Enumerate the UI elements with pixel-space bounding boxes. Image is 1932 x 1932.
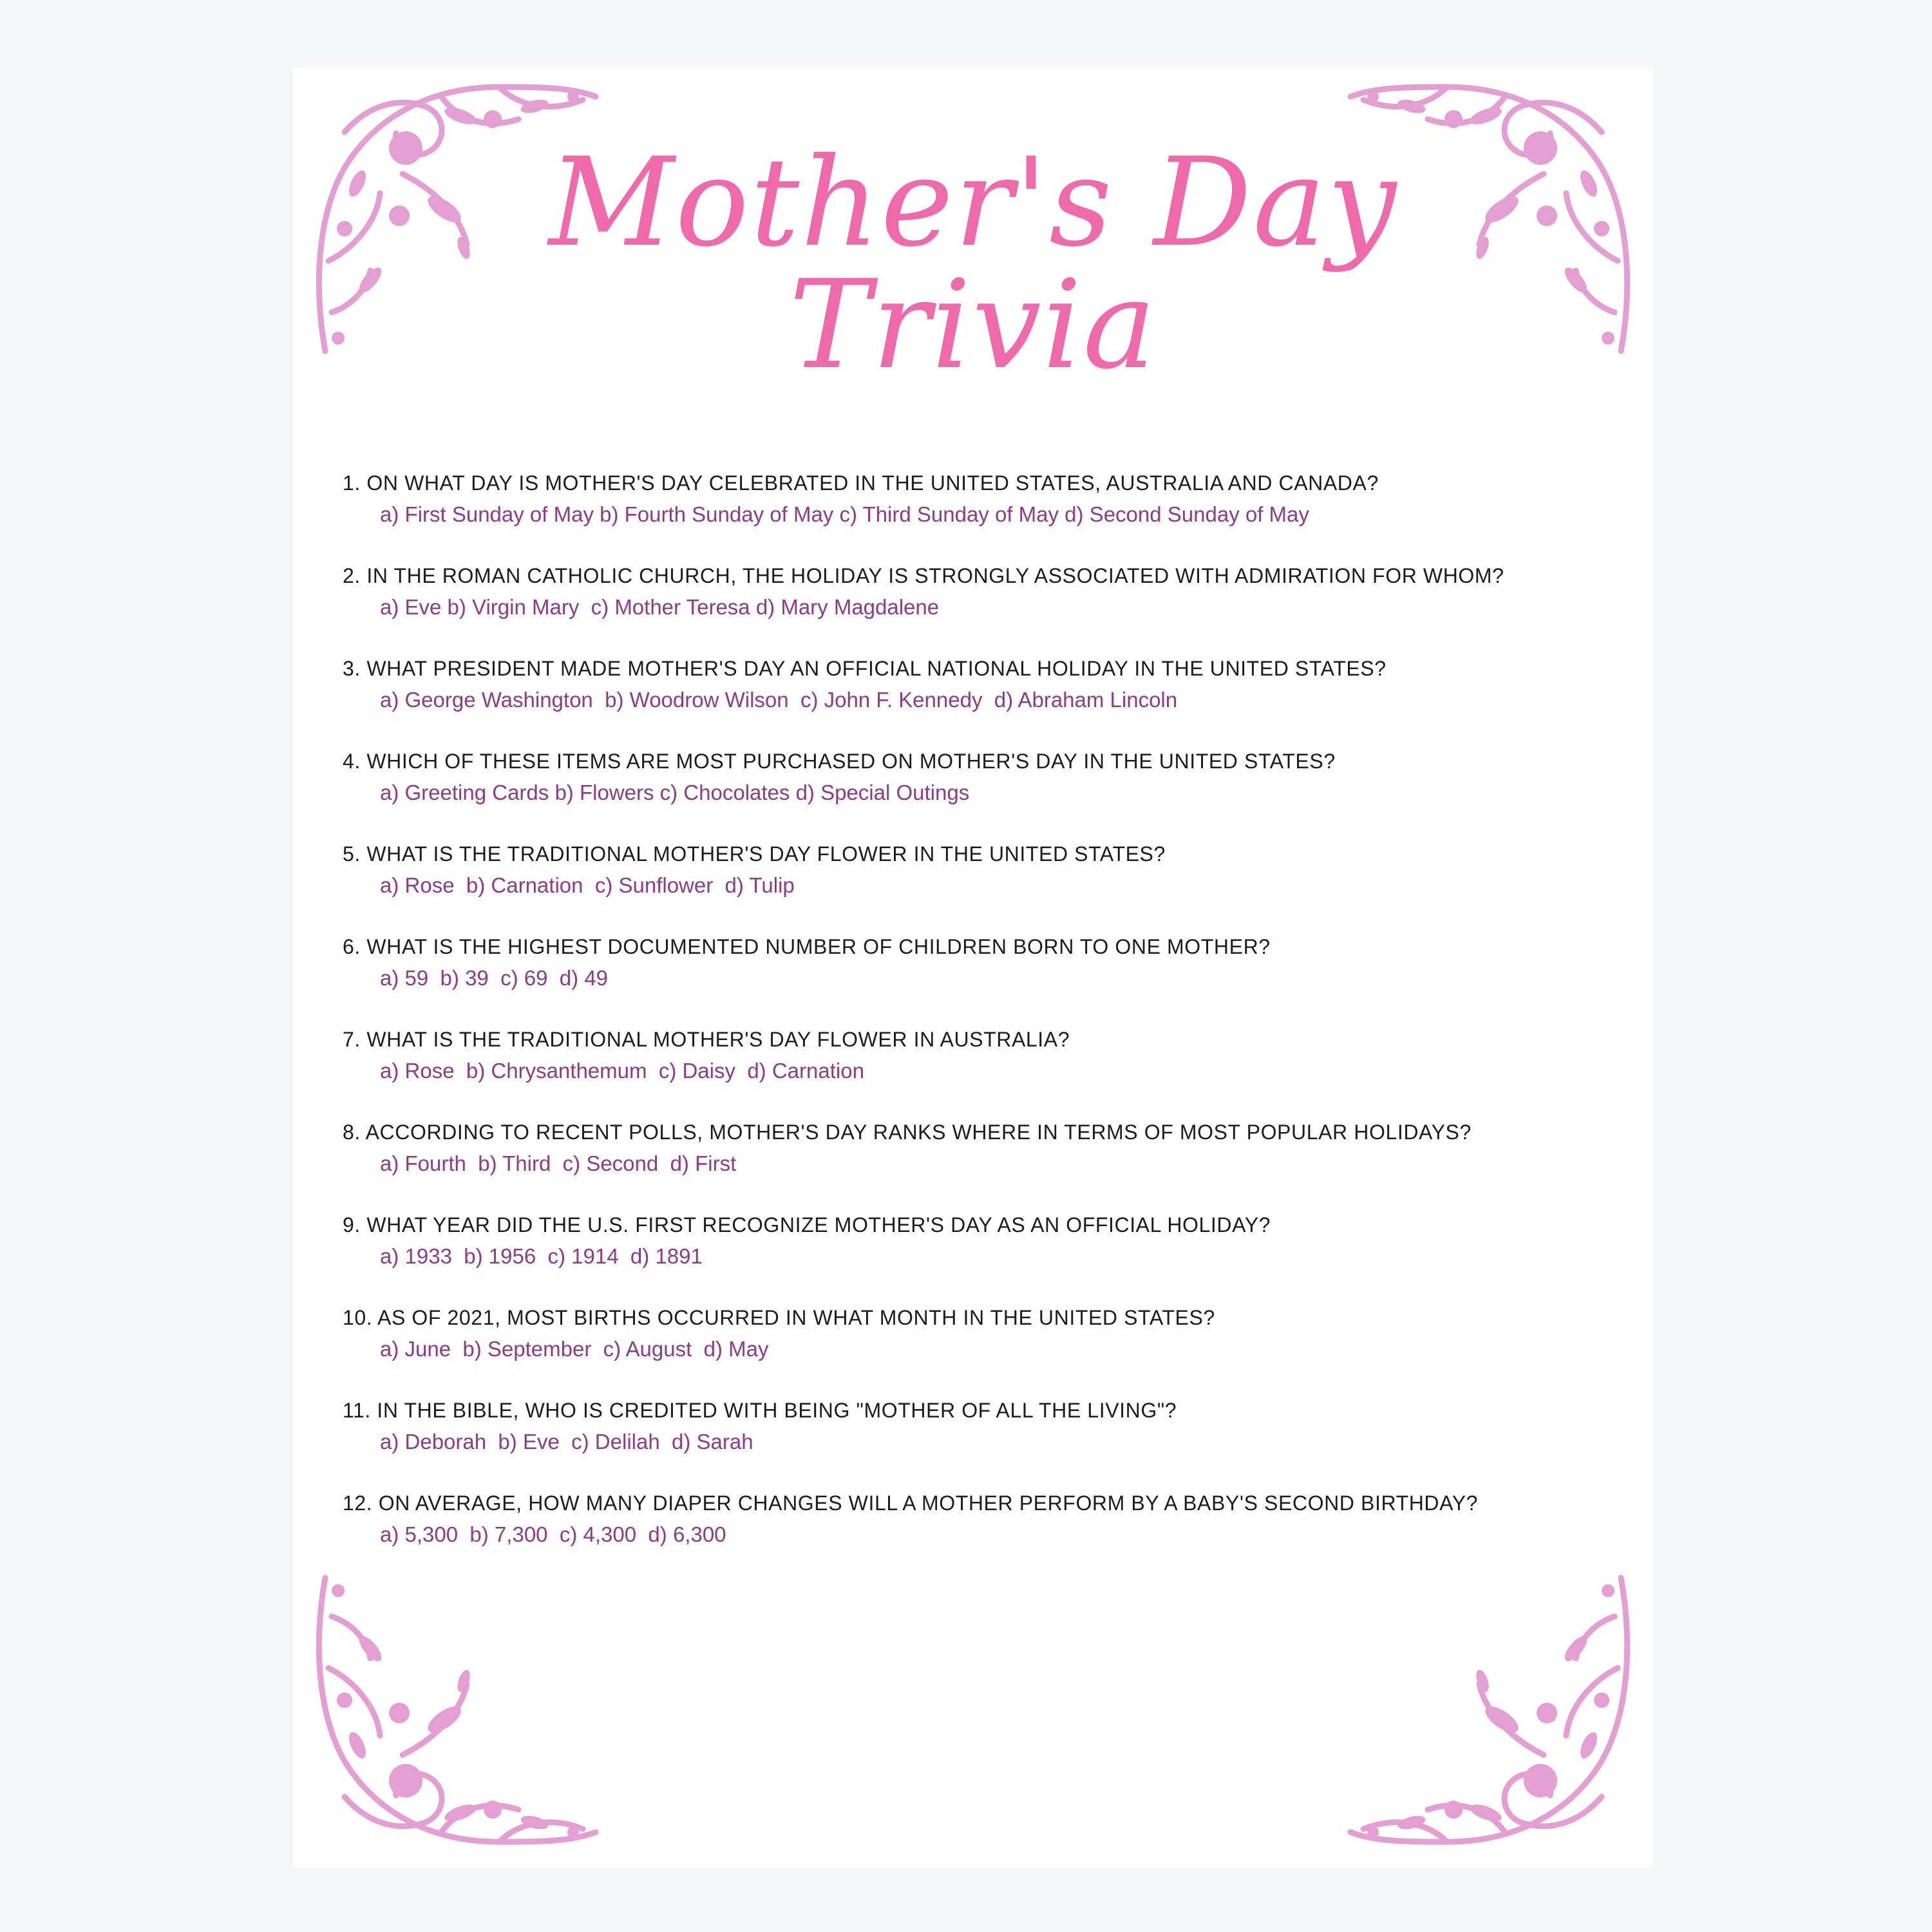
- answer-options: a) Eve b) Virgin Mary c) Mother Teresa d) Mary Magdalene: [380, 595, 940, 619]
- answer-options: a) Greeting Cards b) Flowers c) Chocolates d) Special Outings: [380, 781, 970, 804]
- question-text: 12. ON AVERAGE, HOW MANY DIAPER CHANGES WILL A MOTHER PERFORM BY A BABY'S SECOND BIRTHDAY?: [343, 1492, 1479, 1515]
- answer-options: a) 1933 b) 1956 c) 1914 d) 1891: [380, 1244, 703, 1268]
- question-item: [343, 652, 1637, 745]
- question-item: [343, 1302, 1637, 1394]
- question-text: 8. ACCORDING TO RECENT POLLS, MOTHER'S DAY RANKS WHERE IN TERMS OF MOST POPULAR HOLIDAYS?: [343, 1121, 1472, 1144]
- page-title: Mother's Day: [548, 131, 1397, 274]
- floral-corner-ornament-icon: [306, 1558, 609, 1861]
- question-item: [343, 1209, 1637, 1302]
- question-text: 10. AS OF 2021, MOST BIRTHS OCCURRED IN WHAT MONTH IN THE UNITED STATES?: [343, 1306, 1215, 1329]
- question-text: 2. IN THE ROMAN CATHOLIC CHURCH, THE HOLIDAY IS STRONGLY ASSOCIATED WITH ADMIRATION FOR WHOM?: [343, 564, 1504, 587]
- question-item: [343, 931, 1637, 1023]
- question-text: 11. IN THE BIBLE, WHO IS CREDITED WITH BEING "MOTHER OF ALL THE LIVING"?: [343, 1399, 1177, 1422]
- question-list: [343, 467, 1637, 1580]
- page-subtitle: Trivia: [789, 254, 1157, 396]
- question-text: 9. WHAT YEAR DID THE U.S. FIRST RECOGNIZE MOTHER'S DAY AS AN OFFICIAL HOLIDAY?: [343, 1213, 1271, 1236]
- question-text: 7. WHAT IS THE TRADITIONAL MOTHER'S DAY FLOWER IN AUSTRALIA?: [343, 1028, 1070, 1051]
- answer-options: a) Fourth b) Third c) Second d) First: [380, 1151, 737, 1175]
- question-item: [343, 745, 1637, 838]
- question-item: [343, 1394, 1637, 1487]
- question-text: 6. WHAT IS THE HIGHEST DOCUMENTED NUMBER OF CHILDREN BORN TO ONE MOTHER?: [343, 935, 1271, 958]
- answer-options: a) Deborah b) Eve c) Delilah d) Sarah: [380, 1430, 753, 1454]
- answer-options: a) Rose b) Chrysanthemum c) Daisy d) Carnation: [380, 1059, 864, 1083]
- answer-options: a) 5,300 b) 7,300 c) 4,300 d) 6,300: [380, 1522, 726, 1546]
- answer-options: a) First Sunday of May b) Fourth Sunday of May c) Third Sunday of May d) Second Sunday of May: [380, 502, 1309, 526]
- question-text: 4. WHICH OF THESE ITEMS ARE MOST PURCHASED ON MOTHER'S DAY IN THE UNITED STATES?: [343, 750, 1336, 773]
- answer-options: a) June b) September c) August d) May: [380, 1337, 769, 1361]
- question-item: [343, 838, 1637, 931]
- answer-options: a) 59 b) 39 c) 69 d) 49: [380, 966, 609, 990]
- question-item: [343, 467, 1637, 560]
- answer-options: a) Rose b) Carnation c) Sunflower d) Tulip: [380, 873, 795, 897]
- question-item: [343, 1487, 1637, 1580]
- question-text: 1. ON WHAT DAY IS MOTHER'S DAY CELEBRATED IN THE UNITED STATES, AUSTRALIA AND CANADA?: [343, 471, 1379, 495]
- question-text: 3. WHAT PRESIDENT MADE MOTHER'S DAY AN OFFICIAL NATIONAL HOLIDAY IN THE UNITED STATES?: [343, 657, 1387, 680]
- answer-options: a) George Washington b) Woodrow Wilson c) John F. Kennedy d) Abraham Lincoln: [380, 688, 1178, 712]
- question-item: [343, 1116, 1637, 1209]
- question-item: [343, 1023, 1637, 1116]
- floral-corner-ornament-icon: [1338, 1558, 1640, 1861]
- question-text: 5. WHAT IS THE TRADITIONAL MOTHER'S DAY FLOWER IN THE UNITED STATES?: [343, 842, 1166, 866]
- trivia-sheet: [293, 68, 1653, 1868]
- question-item: [343, 560, 1637, 652]
